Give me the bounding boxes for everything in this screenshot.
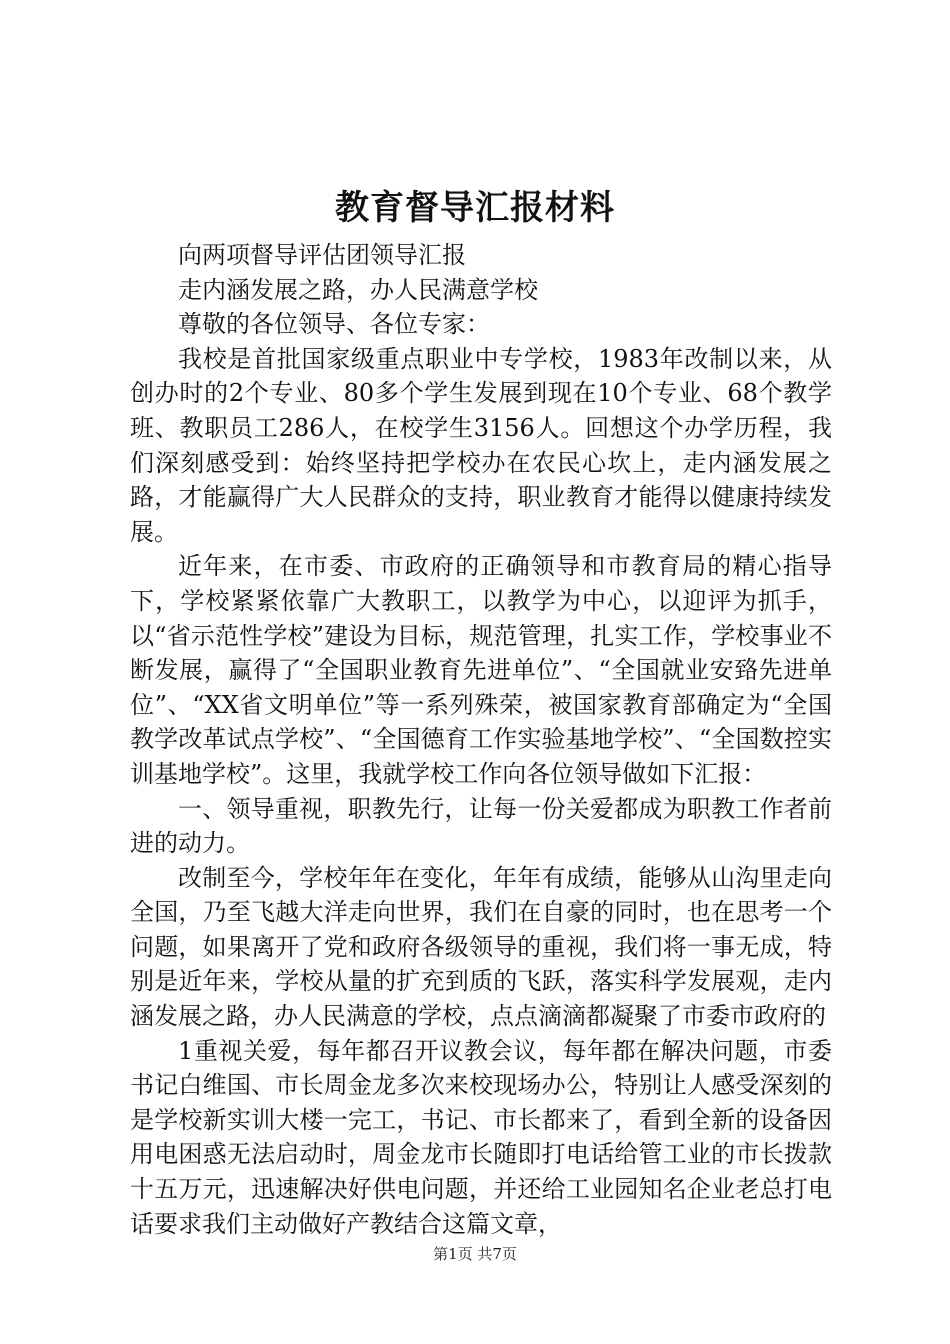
paragraph-salutation: 尊敬的各位领导、各位专家： — [178, 310, 490, 339]
document-title: 教育督导汇报材料 — [335, 188, 615, 228]
paragraph-theme: 走内涵发展之路，办人民满意学校 — [178, 275, 538, 304]
paragraph-leadership-care: 1重视关爱，每年都召开议教会议，每年都在解决问题，市委书记白维国、市长周金龙多次来校现场办公，特别让人感受深刻的是学校新实训大楼一完工，书记、市长都来了，看到全新的设备因用电困惑无法启动时，周金龙市长随即打电话给管工业的市长拨款十五万元，迅速解决好供电问题，并还给工业园知名企业老总打电话要求我们主动做好产教结合这篇文章， — [130, 1036, 832, 1238]
paragraph-reform: 改制至今，学校年年在变化，年年有成绩，能够从山沟里走向全国，乃至飞越大洋走向世界，我们在自豪的同时，也在思考一个问题，如果离开了党和政府各级领导的重视，我们将一事无成，特别是近年来，学校从量的扩充到质的飞跃，落实科学发展观，走内涵发展之路，办人民满意的学校，点点滴滴都凝聚了市委市政府的 — [130, 863, 832, 1031]
document-body — [130, 238, 832, 1241]
paragraph-subtitle: 向两项督导评估团领导汇报 — [178, 241, 466, 269]
paragraph-achievements: 近年来，在市委、市政府的正确领导和市教育局的精心指导下，学校紧紧依靠广大教职工，以教学为中心，以迎评为抓手，以“省示范性学校”建设为目标，规范管理，扎实工作，学校事业不断发展，赢得了“全国职业教育先进单位”、“全国就业安臵先进单位”、“XX省文明单位”等一系列殊荣，被国家教育部确定为“全国教学改革试点学校”、“全国德育工作实验基地学校”、“全国数控实训基地学校”。这里，我就学校工作向各位领导做如下汇报： — [130, 552, 832, 788]
page-footer: 第1页 共7页 — [433, 1245, 517, 1263]
section-heading-1: 一、领导重视，职教先行，让每一份关爱都成为职教工作者前进的动力。 — [130, 794, 832, 858]
paragraph-school-intro: 我校是首批国家级重点职业中专学校，1983年改制以来，从创办时的2个专业、80多个学生发展到现在10个专业、68个教学班、教职员工286人，在校学生3156人。回想这个办学历程，我们深刻感受到：始终坚持把学校办在农民心坎上，走内涵发展之路，才能赢得广大人民群众的支持，职业教育才能得以健康持续发展。 — [130, 344, 832, 546]
